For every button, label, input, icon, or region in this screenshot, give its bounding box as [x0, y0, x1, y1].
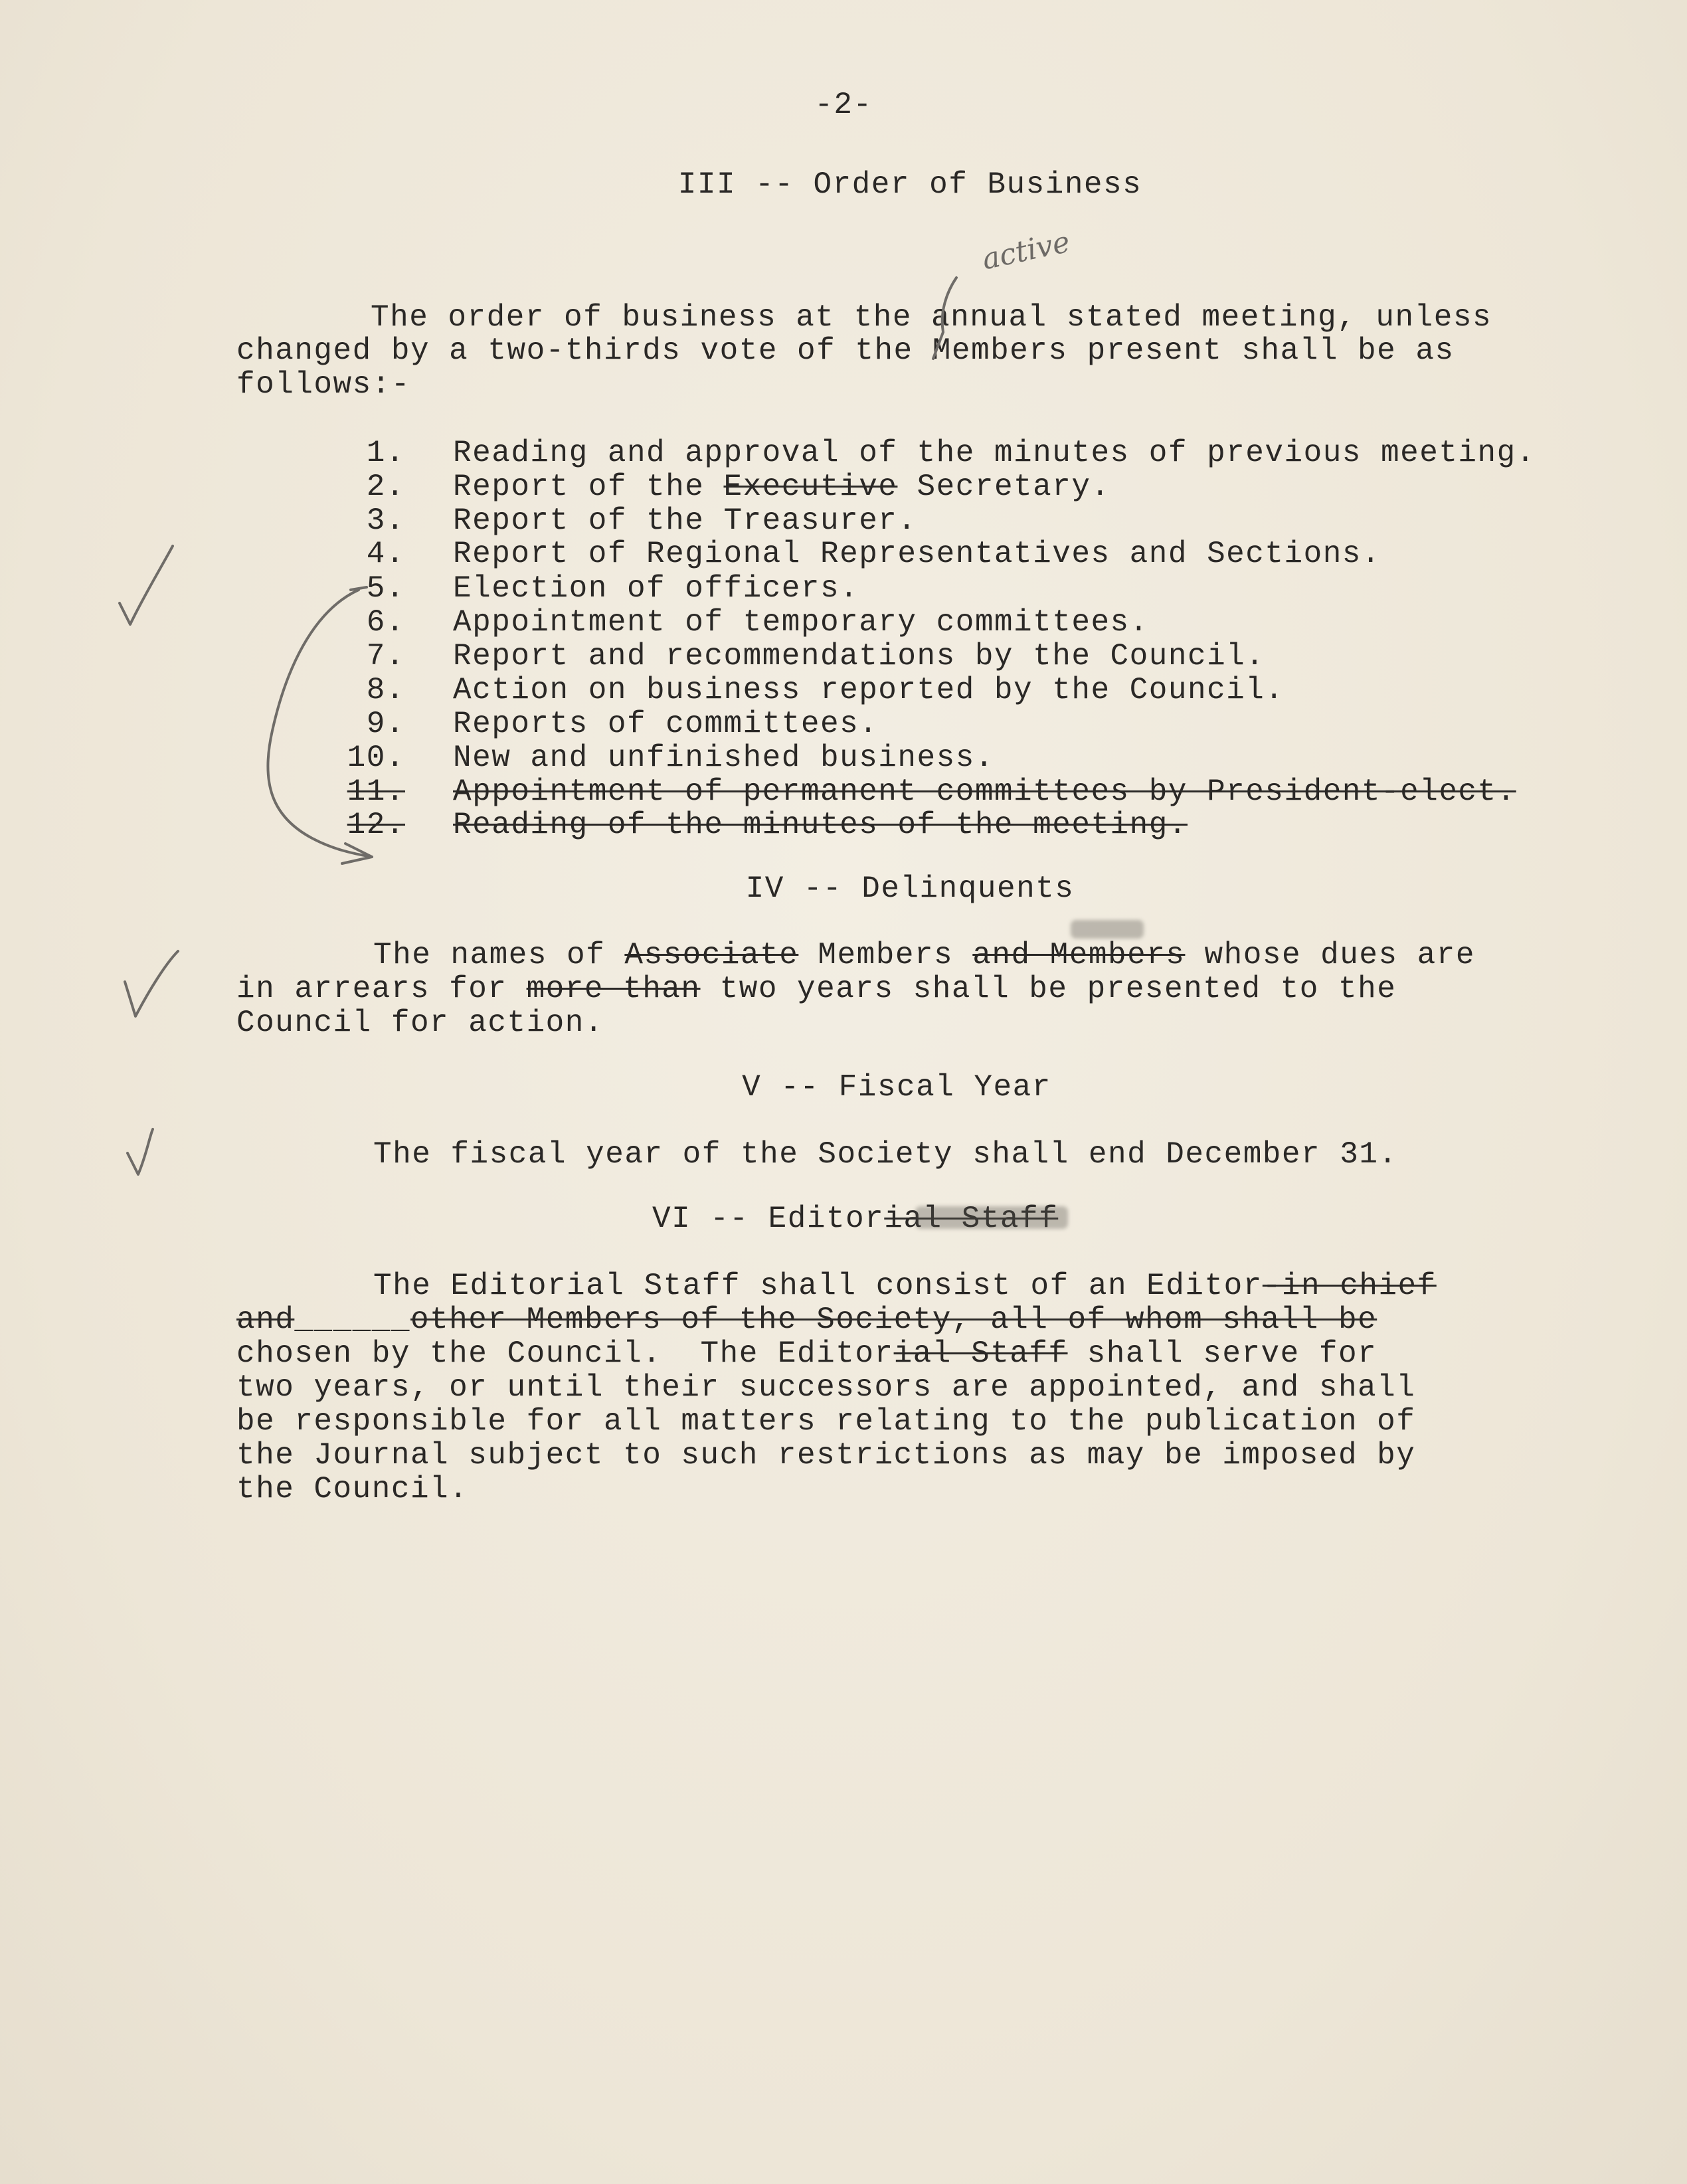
section-vi-line5: be responsible for all matters relating to the publication of	[236, 1404, 1416, 1439]
list-item-number: 1.	[366, 436, 405, 470]
list-item-number: 10.	[347, 741, 405, 775]
pencil-dash-mark	[351, 587, 367, 590]
insertion-caret-mark	[933, 278, 956, 359]
list-item-text: Reports of committees.	[453, 707, 879, 741]
list-item-number: 3.	[366, 503, 405, 538]
struck-text: and	[236, 1303, 295, 1337]
section-iii-para-line3: follows:-	[236, 367, 410, 402]
list-item-text: Appointment of permanent committees by President-elect.	[453, 774, 1516, 809]
struck-text: ial Staff	[884, 1202, 1059, 1236]
section-iii-heading: III -- Order of Business	[677, 167, 1142, 202]
section-vi-line6: the Journal subject to such restrictions as may be imposed by	[236, 1438, 1416, 1473]
section-vi-line4: two years, or until their successors are appointed, and shall	[236, 1370, 1416, 1405]
list-item-number: 7.	[366, 639, 405, 674]
text-part: chosen by the Council. The Editor	[236, 1336, 894, 1371]
struck-text: ial Staff	[893, 1336, 1068, 1371]
struck-text: Executive	[723, 470, 898, 504]
text-part: The names of	[373, 938, 625, 972]
list-item-number: 5.	[366, 571, 405, 606]
text-part: The Editorial Staff shall consist of an Editor	[373, 1269, 1263, 1303]
list-item-number: 11.	[347, 774, 405, 809]
list-item-text: New and unfinished business.	[453, 741, 994, 775]
section-v-heading: V -- Fiscal Year	[742, 1070, 1051, 1105]
move-arrow-icon	[268, 590, 372, 857]
checkmark-icon	[120, 546, 173, 624]
text-part: two years shall be presented to the	[700, 972, 1397, 1006]
checkmark-icon	[125, 951, 178, 1016]
list-item-number: 6.	[366, 605, 405, 640]
struck-text: -in chief	[1262, 1269, 1437, 1303]
text-part: Members	[798, 938, 973, 972]
list-item-number: 12.	[347, 808, 405, 842]
section-v-text: The fiscal year of the Society shall end December 31.	[373, 1137, 1398, 1172]
list-item-number: 9.	[366, 707, 405, 741]
list-item-text-part: Secretary.	[897, 470, 1110, 504]
list-item-number: 8.	[366, 673, 405, 707]
handwritten-insert: active	[979, 225, 1073, 277]
page-number: -2-	[814, 88, 873, 122]
list-item-text: Report of Regional Representatives and Sections.	[453, 537, 1381, 571]
list-item-text: Appointment of temporary committees.	[453, 605, 1149, 640]
section-iv-line3: Council for action.	[236, 1006, 604, 1040]
struck-text: and Members	[972, 938, 1186, 972]
struck-text: other Members of the Society, all of whom shall be	[410, 1303, 1377, 1337]
checkmark-icon	[128, 1129, 153, 1174]
section-vi-line7: the Council.	[236, 1472, 469, 1506]
list-item-text-part: Report of the	[453, 470, 724, 504]
list-item-text: Reading and approval of the minutes of previous meeting.	[453, 436, 1536, 470]
list-item-text: Action on business reported by the Council.	[453, 673, 1285, 707]
struck-text: more than	[526, 972, 701, 1006]
struck-text: Associate	[624, 938, 799, 972]
list-item-number: 4.	[366, 537, 405, 571]
list-item-text: Report and recommendations by the Council.	[453, 639, 1265, 674]
section-iii-para-line1: The order of business at the annual stated meeting, unless	[371, 300, 1492, 335]
list-item-text: Reading of the minutes of the meeting.	[453, 808, 1188, 842]
section-iv-heading: IV -- Delinquents	[745, 871, 1075, 906]
list-item-text: Election of officers.	[453, 571, 859, 606]
blank-line: ______	[294, 1303, 410, 1337]
list-item-text: Report of the Treasurer.	[453, 503, 917, 538]
section-iii-para-line2: changed by a two-thirds vote of the Members present shall be as	[236, 333, 1455, 368]
text-part: shall serve for	[1067, 1336, 1377, 1371]
text-part: whose dues are	[1185, 938, 1475, 972]
text-part: VI -- Editor	[652, 1202, 885, 1236]
list-item-number: 2.	[366, 470, 405, 504]
text-part: in arrears for	[236, 972, 527, 1006]
